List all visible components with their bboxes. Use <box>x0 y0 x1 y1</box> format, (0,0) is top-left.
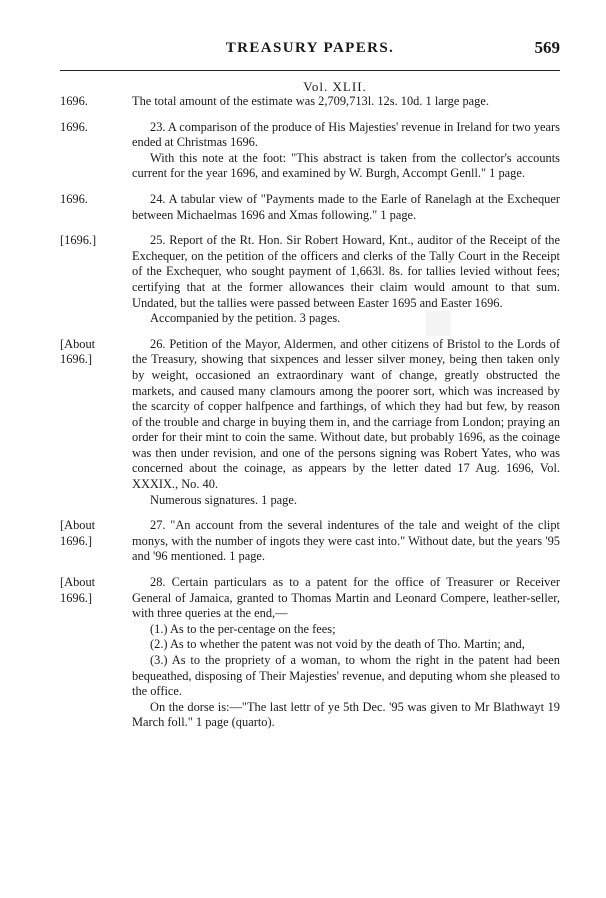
entry-paragraph: Accompanied by the petition. 3 pages. <box>150 311 341 326</box>
entry <box>60 337 560 509</box>
entry-date: [1696.] <box>60 233 97 248</box>
entry-date: [About 1696.] <box>60 518 96 548</box>
running-title: TREASURY PAPERS. <box>225 40 395 56</box>
entry-paragraph: Numerous signatures. 1 page. <box>150 492 297 507</box>
entry <box>60 192 560 223</box>
entry-date: [About 1696.] <box>60 336 96 367</box>
entry-paragraph: 23. A comparison of the produce of His Majesties' revenue in Ireland for two years ended at Christmas 1696. <box>132 119 560 150</box>
entry-paragraph: The total amount of the estimate was 2,709,713l. 12s. 10d. 1 large page. <box>132 94 489 108</box>
entry <box>60 233 560 327</box>
entry-date: [About 1696.] <box>60 575 96 605</box>
entry-paragraph: 27. "An account from the several indentures of the tale and weight of the clipt monys, with the number of ingots they were cast into." Without date, but the years '95 and '96 mentioned. 1 page. <box>132 518 560 564</box>
entry-date: 1696. <box>60 119 88 134</box>
header-rule <box>60 70 560 71</box>
entry-date: 1696. <box>60 191 88 206</box>
entry <box>60 518 560 565</box>
entry-date: 1696. <box>60 94 88 108</box>
entry-paragraph: With this note at the foot: "This abstract is taken from the collector's accounts current for the year 1696, and examined by W. Burgh, Accompt Genll." 1 page. <box>132 150 560 181</box>
entries <box>60 94 560 741</box>
entry <box>60 94 560 110</box>
entry-paragraph: 26. Petition of the Mayor, Aldermen, and other citizens of Bristol to the Lords of the Treasury, showing that sixpences and lesser silver money, being then taken only by weight, occasioned an extraordinary want of change, greatly obstructed the markets, and caused many clamours among the poorer sort, which was increased by the scarcity of copper halfpence and farthings, of which they had but few, by reason of the trouble and charge in buying them in, and the carriage from London; praying an order for their mint to coin the same. Without date, but probably 1696, as the coinage was then under revision, and one of the persons signing was Robert Yates, who was concerned about the coinage, as appears by the letter dated 17 Aug. 1696, Vol. XXXIX., No. 40. <box>132 336 560 492</box>
entry <box>60 120 560 182</box>
entry-paragraph: 25. Report of the Rt. Hon. Sir Robert Howard, Knt., auditor of the Receipt of the Exchequer, on the petition of the officers and clerks of the Tally Court in the Receipt of the Exchequer, who sought payment of 1,663l. 8s. for tallies levied without fees; certifying that at the former allowances their claim would amount to that sum. Undated, but the tallies were passed between Easter 1695 and Easter 1696. <box>132 233 560 310</box>
volume-heading: Vol. XLII. <box>303 79 367 94</box>
entry-paragraph: 24. A tabular view of "Payments made to the Earle of Ranelagh at the Exchequer between Michaelmas 1696 and Xmas following." 1 page. <box>132 191 560 222</box>
entry-paragraph: On the dorse is:—"The last lettr of ye 5th Dec. '95 was given to Mr Blathwayt 19 March foll." 1 page (quarto). <box>132 699 560 730</box>
entry-paragraph: (2.) As to whether the patent was not void by the death of Tho. Martin; and, <box>150 637 525 652</box>
entry <box>60 575 560 731</box>
entry-paragraph: (3.) As to the propriety of a woman, to whom the right in the patent had been bequeathed, disposing of Their Majesties' revenue, and deputing whom she pleased to the office. <box>132 653 560 699</box>
page-number: 569 <box>534 38 560 57</box>
entry-paragraph: (1.) As to the per-centage on the fees; <box>150 621 336 636</box>
page-header <box>60 30 560 66</box>
entry-paragraph: 28. Certain particulars as to a patent for the office of Treasurer or Receiver General of Jamaica, granted to Thomas Martin and Leonard Compere, leather-seller, with three queries at the end,— <box>132 575 560 621</box>
